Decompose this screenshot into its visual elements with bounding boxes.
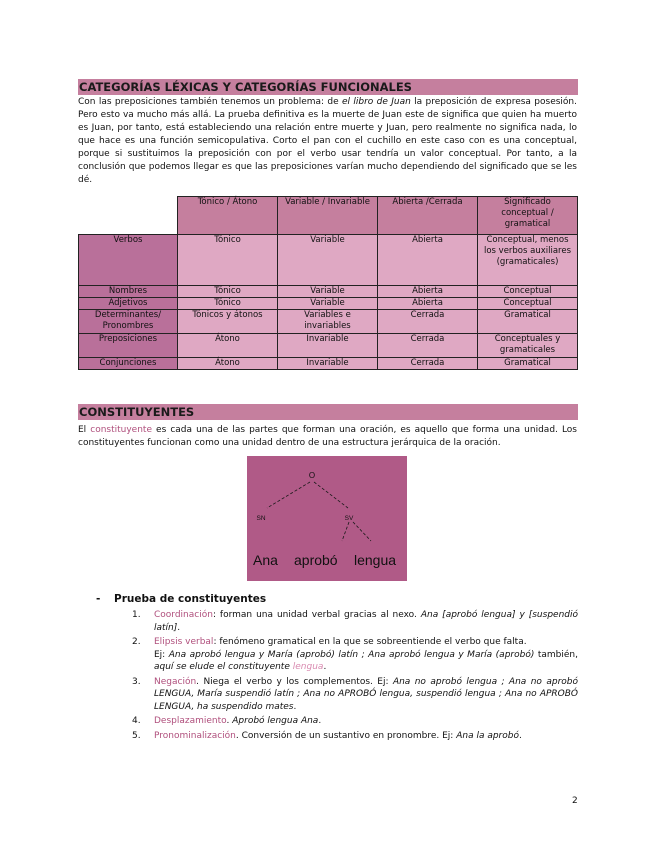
table-cell: Cerrada [378,358,478,370]
table-cell: Invariable [278,358,378,370]
table-header-cell: Tónico / Átono [178,197,278,235]
tree-node-sn: SN [256,515,266,522]
table-cell: Variable [278,286,378,298]
item-term: Desplazamiento [154,716,227,726]
item-ej: Ej: [154,649,169,660]
item-example: Ana la aprobó [456,730,519,741]
syntax-tree-diagram [247,456,407,581]
item-number: 4. [132,716,141,726]
table-cell: Abierta [378,235,478,286]
para-text-a: El [78,425,91,435]
section-heading-categorias: CATEGORÍAS LÉXICAS Y CATEGORÍAS FUNCIONALES [78,79,578,95]
para-text-2: la preposición de expresa posesión. Pero esto va mucho más allá. La prueba definitiva es la muerte de Juan este de significa que quien ha muerto es Juan, por tanto, está estableciendo una relación entre muerte y Juan, pero realmente no significa nada, lo que hace es una función semicopulativa. Corto el pan con el cuchillo en este caso con es una conceptual, porque si sustituimos la preposición con por el verbo usar tendría un valor conceptual. Por tanto, a la conclusión que podemos llegar es que las preposiciones varían mucho dependiendo del significado que se les dé. [78,97,577,185]
table-header-cell: Abierta /Cerrada [378,197,478,235]
paragraph-preposiciones [78,96,577,187]
bullet-dash: - [96,593,101,605]
item-end: . [177,622,181,633]
item-end: . [519,730,522,741]
table-cell: Abierta [378,286,478,298]
item-number: 2. [132,637,141,647]
list-item [132,715,578,728]
tests-list [132,609,578,744]
item-example: Ana [aprobó lengua] y [suspendió latín] [154,610,578,633]
table-cell: Átono [178,358,278,370]
item-text-tambien: también, [534,649,578,660]
item-end: . [293,701,297,712]
table-header-cell: Variable / Invariable [278,197,378,235]
row-label: Conjunciones [79,358,178,370]
table-row [79,235,578,286]
item-term: Elipsis verbal [154,637,214,647]
item-example-2: aquí se elude el constituyente [154,662,293,672]
table-cell: Cerrada [378,310,478,334]
list-item [132,609,578,634]
item-term: Coordinación [154,610,213,620]
table-cell: Conceptual, menos los verbos auxiliares (gramaticales) [478,235,578,286]
table-cell: Átono [178,334,278,358]
item-end: . [323,662,327,672]
term-constituyente: constituyente [90,425,152,435]
branch-o-sn [267,482,310,508]
branch-sv-lengua [353,522,371,541]
row-label: Determinantes/ Pronombres [79,310,178,334]
item-term: Negación [154,676,197,687]
item-example: Ana aprobó lengua y María (aprobó) latín ; Ana aprobó lengua y María (aprobó) [168,649,535,660]
branch-o-sv [314,482,348,508]
table-cell: Variable [278,235,378,286]
paragraph-constituyente [78,424,577,450]
para-text-1: Con las preposiciones también tenemos un problema: de [78,97,342,107]
table-row [79,334,578,358]
item-term: Pronominalización [154,730,236,741]
tree-node-o: O [308,471,316,480]
row-label: Adjetivos [79,298,178,310]
item-number: 5. [132,730,141,741]
item-text: . Niega el verbo y los complementos. Ej: [196,676,393,687]
table-cell: Cerrada [378,334,478,358]
item-text: . Conversión de un sustantivo en pronombre. Ej: [235,730,457,741]
list-item [132,676,578,714]
table-cell: Conceptual [478,298,578,310]
list-item [132,730,578,743]
table-row [79,358,578,370]
table-cell: Conceptual [478,286,578,298]
table-header-row [79,197,578,235]
item-text: : fenómeno gramatical en la que se sobreentiende el verbo que falta. [213,637,527,647]
table-row [79,298,578,310]
item-number: 3. [132,676,141,687]
item-example: Ana no aprobó lengua ; Ana no aprobó LENGUA, María suspendió latín ; Ana no APROBÓ lengua, suspendió lengua ; Ana no APROBÓ LENGUA, ha suspendido mates [154,676,578,712]
row-label: Preposiciones [79,334,178,358]
table-cell: Gramatical [478,358,578,370]
list-item [132,636,578,674]
table-row [79,310,578,334]
item-number: 1. [132,610,141,620]
table-corner [79,197,178,235]
table-cell: Tónico [178,235,278,286]
table-cell: Tónico [178,286,278,298]
table-cell: Gramatical [478,310,578,334]
item-text: : forman una unidad verbal gracias al nexo. [212,610,421,620]
table-cell: Variables e invariables [278,310,378,334]
item-example: Aprobó lengua Ana [232,716,319,726]
tree-word-aprobo: aprobó [294,552,338,568]
table-row [79,286,578,298]
row-label: Verbos [79,235,178,286]
syntax-tree-svg [247,456,407,581]
table-cell: Invariable [278,334,378,358]
tree-word-lengua: lengua [354,552,397,568]
table-cell: Tónico [178,298,278,310]
tests-label: Prueba de constituyentes [114,593,267,605]
table-cell: Variable [278,298,378,310]
table-cell: Conceptuales y gramaticales [478,334,578,358]
para-example-italic: el libro de Juan [341,97,411,107]
table-cell: Abierta [378,298,478,310]
item-term-lengua: lengua [292,662,324,672]
tree-node-sv: SV [344,515,354,522]
table-cell: Tónicos y átonos [178,310,278,334]
page-number: 2 [572,796,578,806]
tree-word-ana: Ana [253,552,278,568]
section-heading-constituyentes: CONSTITUYENTES [78,404,578,420]
categories-table [78,196,578,370]
para-text-b: es cada una de las partes que forman una oración, es aquello que forma una unidad. Los constituyentes funcionan como una unidad dentro de una estructura jerárquica de la oración. [78,425,577,448]
row-label: Nombres [79,286,178,298]
item-end: . [318,716,322,726]
tree-branches [267,482,371,541]
table-header-cell: Significado conceptual / gramatical [478,197,578,235]
branch-sv-aprobo [342,522,349,541]
item-text: . [226,716,233,726]
